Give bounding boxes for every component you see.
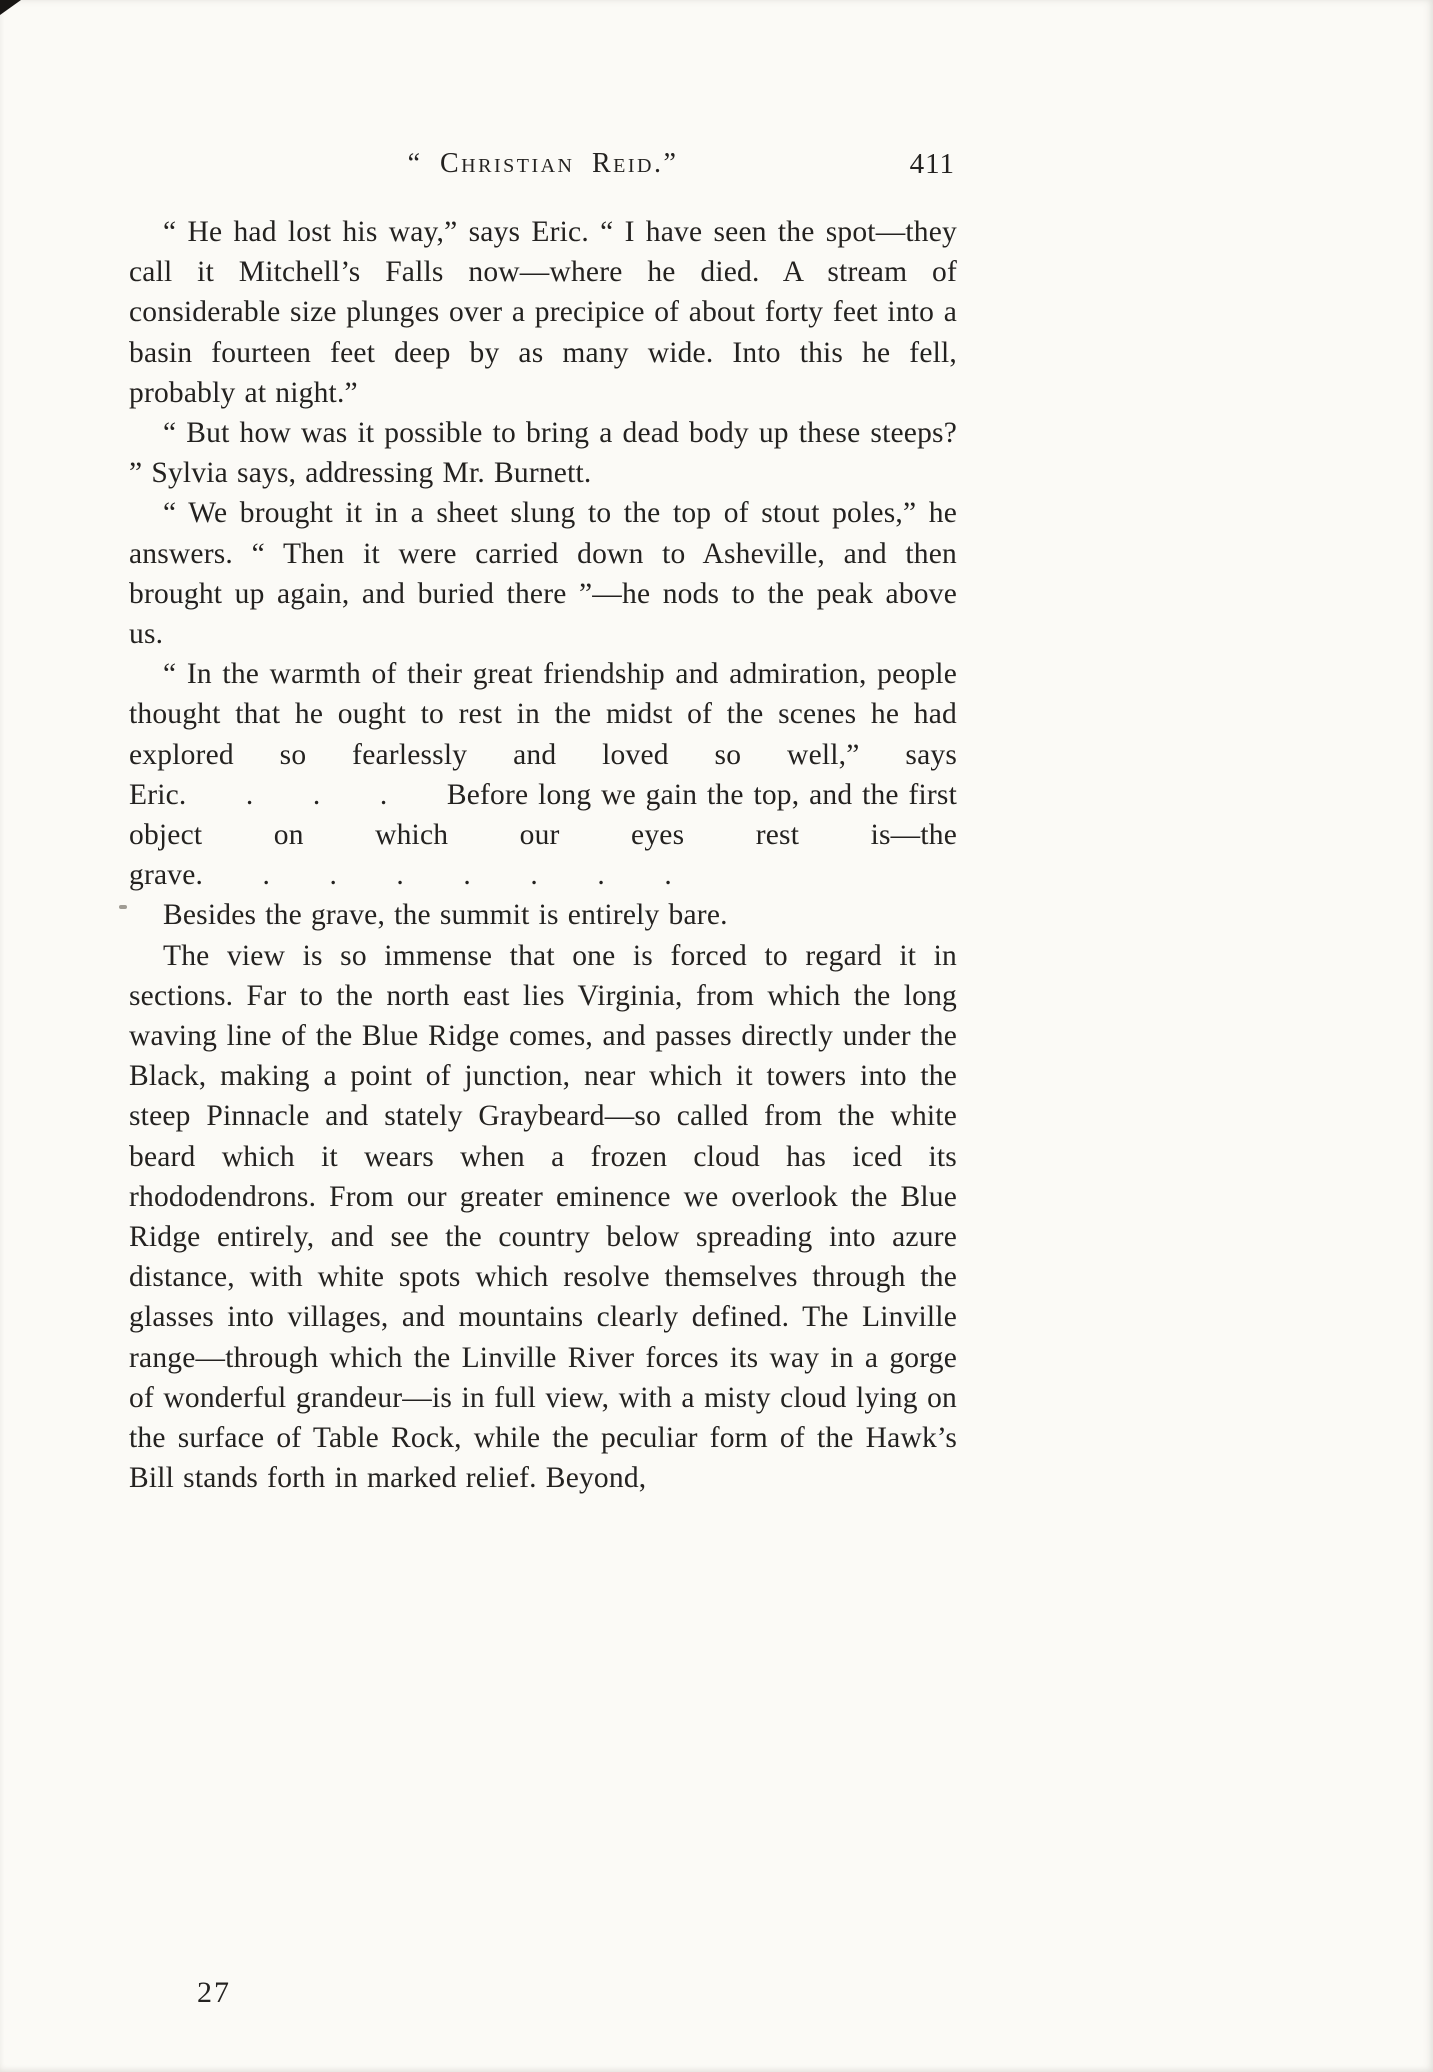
- paragraph-4: “ In the warmth of their great friendship and admiration, people thought that he ought to rest in the midst of the scenes he had explored so fearlessly and loved so well,” says Eric. . . . Before long we gain the top, and the first object on which our eyes rest is—the grave. . . . . . . .: [129, 658, 957, 892]
- running-title: “ Christian Reid.”: [407, 148, 679, 179]
- paragraph-3: “ We brought it in a sheet slung to the top of stout poles,” he answers. “ Then it were carried down to Asheville, and then brought up again, and buried there ”—he nods to the peak above us.: [129, 497, 957, 651]
- paragraph-1: “ He had lost his way,” says Eric. “ I have seen the spot—they call it Mitchell’s Falls now—where he died. A stream of considerable size plunges over a precipice of about forty feet into a basin fourteen feet deep by as many wide. Into this he fell, probably at night.”: [129, 216, 957, 409]
- signature-mark: 27: [197, 1976, 231, 2009]
- page-header: [129, 148, 957, 186]
- paragraph-2: “ But how was it possible to bring a dead body up these steeps? ” Sylvia says, addressing Mr. Burnett.: [129, 417, 957, 490]
- scan-artifact-corner: [0, 0, 21, 15]
- page-number: 411: [909, 148, 955, 180]
- body-text: [129, 212, 957, 1499]
- paragraph-5: Besides the grave, the summit is entirely bare.: [163, 899, 728, 932]
- page-content: [129, 148, 957, 1499]
- paragraph-6: The view is so immense that one is forced to regard it in sections. Far to the north east lies Virginia, from which the long waving line of the Blue Ridge comes, and passes directly under the Black, making a point of junction, near which it towers into the steep Pinnacle and stately Graybeard—so called from the white beard which it wears when a frozen cloud has iced its rhododendrons. From our greater eminence we overlook the Blue Ridge entirely, and see the country below spreading into azure distance, with white spots which resolve themselves through the glasses into villages, and mountains clearly defined. The Linville range—through which the Linville River forces its way in a gorge of wonderful grandeur—is in full view, with a misty cloud lying on the surface of Table Rock, while the peculiar form of the Hawk’s Bill stands forth in marked relief. Beyond,: [129, 939, 957, 1495]
- scan-artifact-speck: [119, 905, 127, 909]
